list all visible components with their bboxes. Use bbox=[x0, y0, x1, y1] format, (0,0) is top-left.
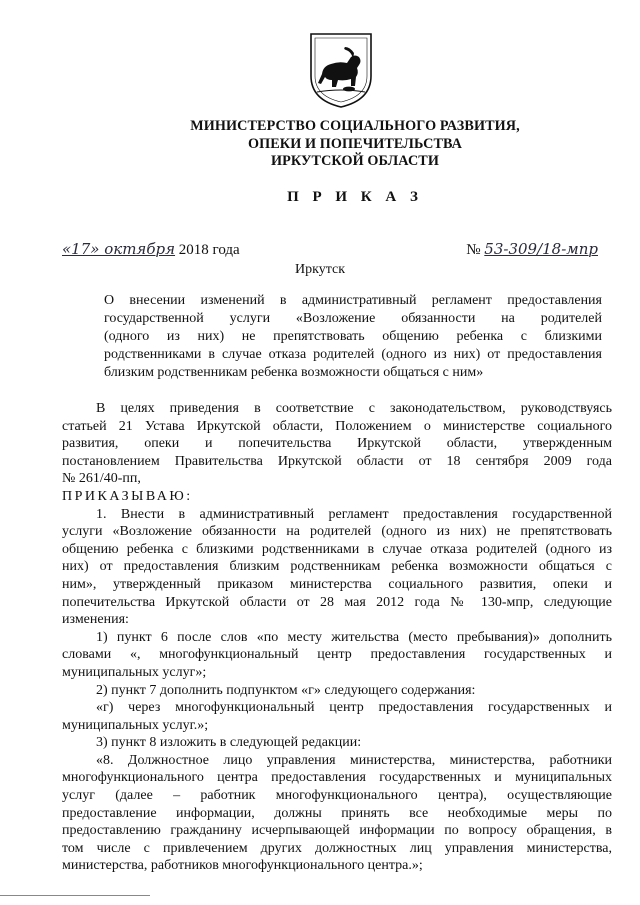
body-line: услуг (далее – работник многофункционального центра), осуществляющие bbox=[62, 788, 612, 804]
body-line: ПРИКАЗЫВАЮ: bbox=[62, 488, 193, 504]
subject-line: государственной услуги «Возложение обязанности на родителей bbox=[104, 311, 602, 326]
body-line: услуги «Возложение обязанности на родителей (одного из них) не препятствовать bbox=[62, 524, 612, 540]
document-type-title: П Р И К А З bbox=[287, 189, 423, 205]
subject-line: (одного из них) не препятствовать общению ребенка с близкими bbox=[104, 329, 602, 344]
document-body bbox=[62, 400, 612, 875]
body-line: муниципальных услуг.»; bbox=[62, 717, 209, 733]
subject-line: родственниками в случае отказа родителей (одного из них) от предоставления bbox=[104, 347, 602, 362]
document-date bbox=[62, 240, 240, 259]
body-line: № 261/40-пп, bbox=[62, 471, 141, 487]
body-line: муниципальных услуг»; bbox=[62, 664, 207, 680]
ministry-line: ИРКУТСКОЙ ОБЛАСТИ bbox=[271, 153, 439, 169]
body-line: 3) пункт 8 изложить в следующей редакции: bbox=[96, 735, 362, 751]
body-line: развития, опеки и попечительства Иркутской области, утвержденным bbox=[62, 436, 612, 452]
subject-line: О внесении изменений в административный регламент предоставления bbox=[104, 293, 602, 308]
document-subject bbox=[104, 292, 602, 382]
footer-divider bbox=[0, 895, 150, 896]
coat-of-arms-icon bbox=[305, 30, 377, 110]
body-line: 1) пункт 6 после слов «по месту жительства (место пребывания)» дополнить bbox=[96, 629, 612, 645]
body-line: словами «, многофункциональный центр предоставления государственных и bbox=[62, 647, 612, 663]
ministry-line: ОПЕКИ И ПОПЕЧИТЕЛЬСТВА bbox=[247, 135, 463, 152]
body-line: «8. Должностное лицо управления министерства, министерства, работники bbox=[96, 752, 612, 768]
body-line: предоставлению гражданину исчерпывающей информации по вопросу обращения, в bbox=[62, 823, 612, 839]
body-line: 1. Внести в административный регламент предоставления государственной bbox=[96, 506, 612, 522]
document-number bbox=[466, 240, 598, 259]
ministry-name bbox=[150, 118, 560, 171]
document-city: Иркутск bbox=[294, 262, 346, 277]
body-line: статьей 21 Устава Иркутской области, Положением о министерстве социального bbox=[62, 418, 612, 434]
body-line: «г) через многофункциональный центр предоставления государственных и bbox=[96, 700, 612, 716]
ministry-line: МИНИСТЕРСТВО СОЦИАЛЬНОГО РАЗВИТИЯ, bbox=[190, 118, 520, 134]
body-line: министерства, работников многофункционального центра.»; bbox=[62, 858, 423, 874]
body-line: общению ребенка с близкими родственниками в случае отказа родителей (одного из bbox=[62, 541, 612, 557]
body-line: ним», утвержденный приказом министерства социального развития, опеки и bbox=[62, 576, 612, 592]
body-line: том числе с привлечением других должностных лиц управления министерства, bbox=[62, 840, 612, 856]
body-line: многофункционального центра предоставления государственных и муниципальных bbox=[62, 770, 612, 786]
body-line: изменения: bbox=[62, 612, 129, 628]
body-line: попечительства Иркутской области от 28 мая 2012 года № 130-мпр, следующие bbox=[62, 594, 612, 610]
body-line: них) от предоставления близким родственникам ребенка возможности общаться с bbox=[62, 559, 612, 575]
body-line: В целях приведения в соответствие с законодательством, руководствуясь bbox=[96, 401, 612, 416]
body-line: постановлением Правительства Иркутской области от 18 сентября 2009 года bbox=[62, 453, 612, 469]
handwritten-date: «17» октября bbox=[62, 240, 176, 258]
body-line: 2) пункт 7 дополнить подпунктом «г» следующего содержания: bbox=[96, 682, 476, 698]
date-year: 2018 года bbox=[178, 242, 240, 258]
body-line: предоставление информации, должны принять все необходимые меры по bbox=[62, 805, 612, 821]
subject-line: близким родственникам ребенка возможности общаться с ним» bbox=[104, 365, 484, 380]
number-prefix: № bbox=[466, 242, 481, 258]
handwritten-number: 53-309/18-мпр bbox=[484, 240, 598, 258]
